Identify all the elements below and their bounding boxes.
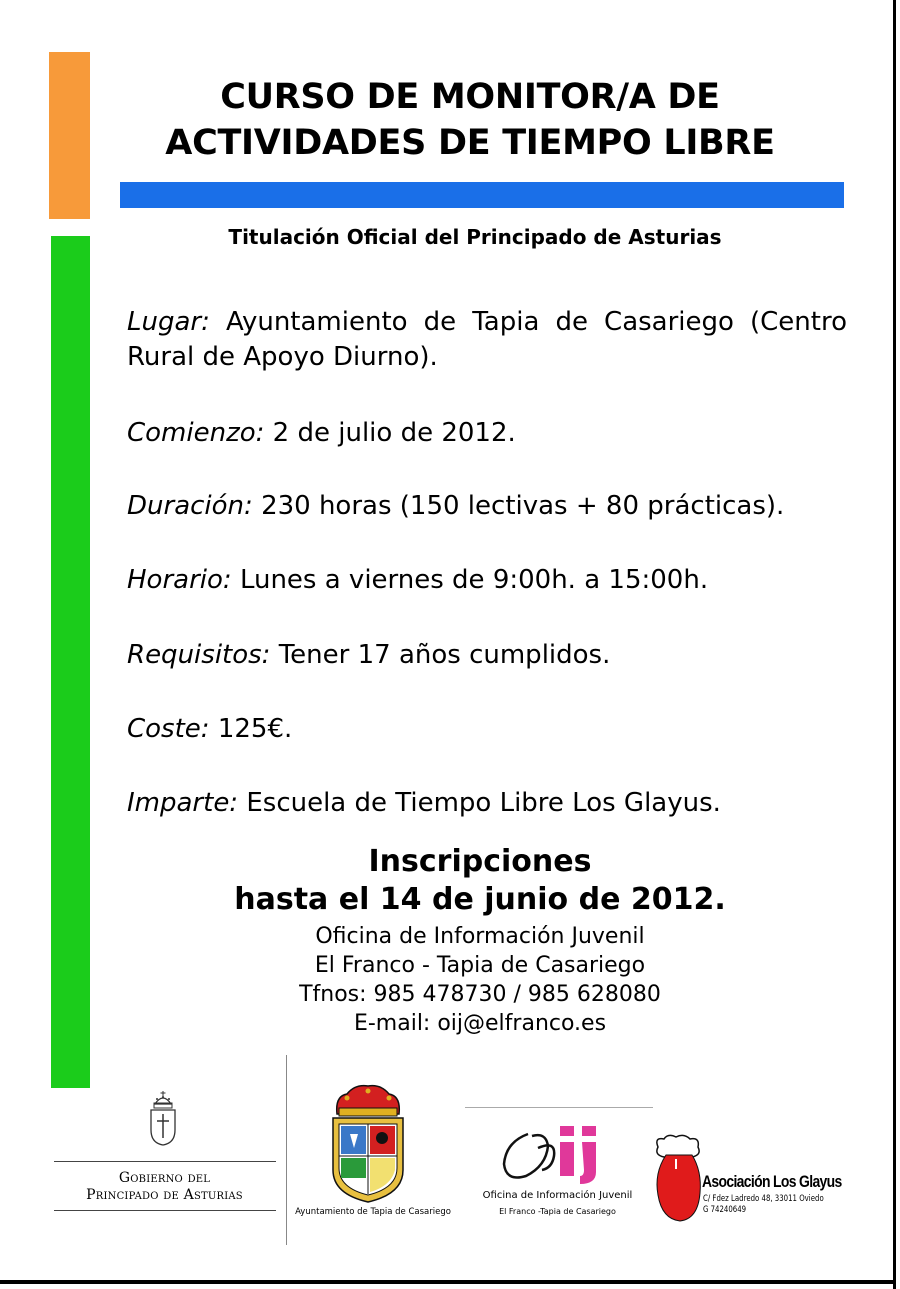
glayus-name: Asociación Los Glayus — [702, 1172, 842, 1191]
contact-phones: Tfnos: 985 478730 / 985 628080 — [299, 982, 661, 1007]
gobierno-rule-bottom — [54, 1210, 276, 1211]
tapia-caption: Ayuntamiento de Tapia de Casariego — [295, 1207, 451, 1217]
requisitos-label: Requisitos: — [127, 640, 271, 670]
logo-divider-vertical — [286, 1055, 287, 1245]
horario-label: Horario: — [127, 565, 232, 595]
tapia-coat-of-arms-icon — [325, 1078, 411, 1204]
requisitos-value: Tener 17 años cumplidos. — [278, 640, 611, 670]
horario-value: Lunes a viernes de 9:00h. a 15:00h. — [239, 565, 709, 595]
oij-name: Oficina de Información Juvenil — [482, 1190, 633, 1201]
logo-divider-horizontal — [465, 1107, 653, 1108]
lugar-value: Ayuntamiento de Tapia de Casariego (Centro Rural de Apoyo Diurno). — [127, 307, 847, 372]
coste-value: 125€. — [217, 714, 293, 744]
lugar-label: Lugar: — [127, 307, 210, 337]
green-accent-bar — [51, 236, 90, 1088]
coste-label: Coste: — [127, 714, 210, 744]
detail-coste — [127, 712, 292, 747]
duracion-label: Duración: — [127, 491, 253, 521]
page-border-bottom — [0, 1280, 896, 1284]
comienzo-value: 2 de julio de 2012. — [272, 418, 516, 448]
duracion-value: 230 horas (150 lectivas + 80 prácticas). — [261, 491, 785, 521]
title-line-1: CURSO DE MONITOR/A DE — [220, 77, 720, 117]
detail-requisitos — [127, 638, 610, 673]
contact-office: Oficina de Información Juvenil — [315, 924, 645, 949]
page-border-right — [893, 0, 896, 1289]
asturias-crest-icon — [146, 1090, 180, 1146]
inscripciones-line-1: Inscripciones — [368, 844, 592, 879]
title-line-2: ACTIVIDADES DE TIEMPO LIBRE — [165, 123, 775, 163]
glayus-logo-icon — [652, 1133, 704, 1225]
detail-horario — [127, 563, 708, 598]
oij-subtitle: El Franco -Tapia de Casariego — [499, 1207, 616, 1216]
oij-logo-icon — [498, 1122, 618, 1188]
glayus-code: G 74240649 — [703, 1205, 747, 1215]
glayus-address: C/ Fdez Ladredo 48, 33011 Oviedo — [703, 1194, 824, 1204]
comienzo-label: Comienzo: — [127, 418, 265, 448]
gobierno-logo-text — [52, 1162, 277, 1210]
poster-title — [100, 74, 840, 166]
blue-divider-bar — [120, 182, 844, 208]
orange-accent-bar — [49, 52, 90, 219]
contact-location: El Franco - Tapia de Casariego — [314, 953, 646, 978]
detail-lugar — [127, 305, 847, 375]
gobierno-line-2: Principado de Asturias — [86, 1187, 243, 1203]
detail-duracion — [127, 489, 784, 524]
detail-comienzo — [127, 416, 516, 451]
gobierno-line-1: Gobierno del — [118, 1170, 211, 1186]
gobierno-asturias-logo — [52, 1161, 277, 1211]
imparte-label: Imparte: — [127, 788, 239, 818]
glayus-address-block — [703, 1194, 824, 1216]
detail-imparte — [127, 786, 721, 821]
contact-email[interactable]: E-mail: oij@elfranco.es — [353, 1011, 607, 1036]
subtitle: Titulación Oficial del Principado de Asturias — [228, 225, 722, 249]
imparte-value: Escuela de Tiempo Libre Los Glayus. — [246, 788, 721, 818]
inscripciones-deadline: hasta el 14 de junio de 2012. — [234, 882, 726, 917]
